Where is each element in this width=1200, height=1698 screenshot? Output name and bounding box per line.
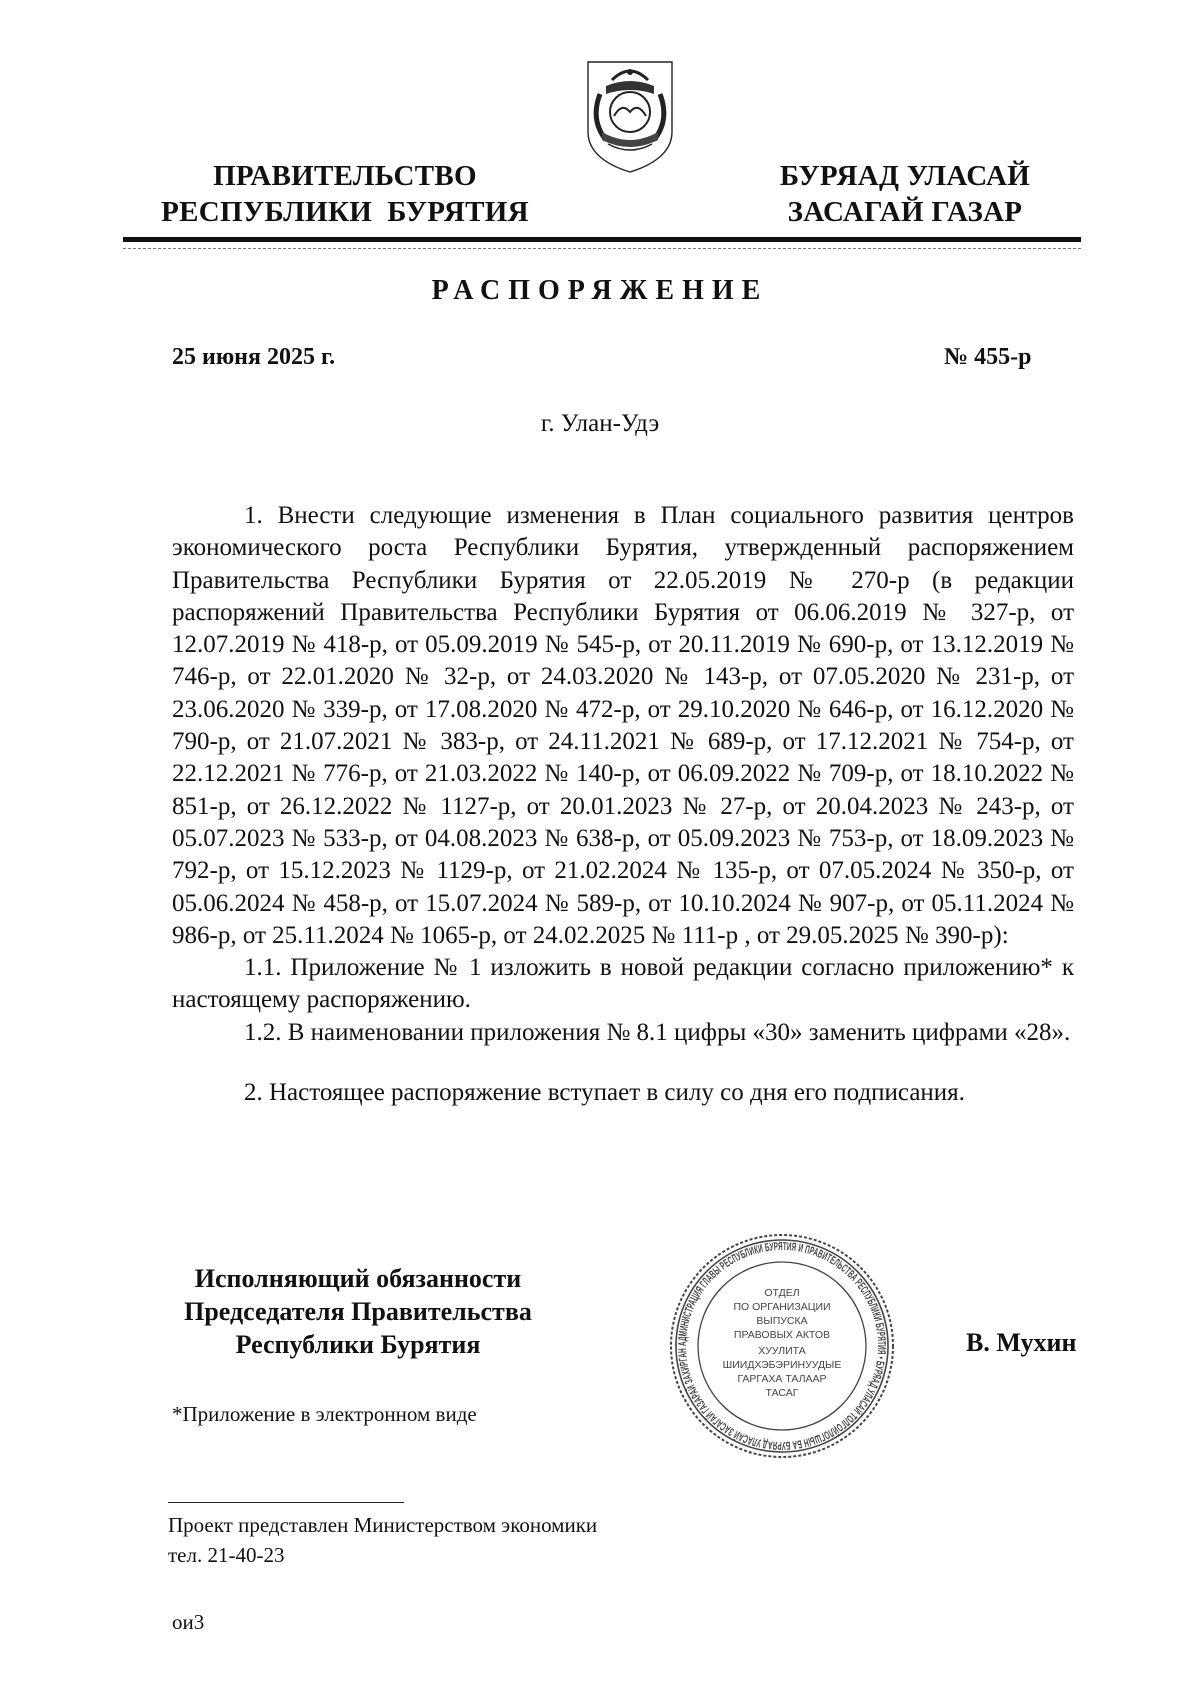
signer-line1: Исполняющий обязанности	[194, 1264, 522, 1293]
seal-line1: ОТДЕЛ	[764, 1287, 800, 1299]
paragraph-2: 2. Настоящее распоряжение вступает в силу со дня его подписания.	[244, 1079, 965, 1107]
seal-line3: ВЫПУСКА	[756, 1315, 808, 1327]
paragraph-1-1: 1.1. Приложение № 1 изложить в новой редакции согласно приложению* к настоящему распоряжению.	[172, 954, 1074, 1014]
header-divider-thin	[123, 248, 1081, 249]
header-left-line2: РЕСПУБЛИКИ БУРЯТИЯ	[161, 196, 529, 228]
seal-line8: ТАСАГ	[765, 1387, 799, 1399]
document-city: г. Улан-Удэ	[540, 410, 660, 437]
paragraph-1: 1. Внести следующие изменения в План социального развития центров экономического роста Республики Бурятия, утвержденный распоряжением Правительства Республики Бурятия от 22.05.2019 № 270-р (в редакции распоряжений Правительства Республики Бурятия от 06.06.2019 № 327-р, от 12.07.2019 № 418-р, от 05.09.2019 № 545-р, от 20.11.2019 № 690-р, от 13.12.2019 № 746-р, от 22.01.2020 № 32-р, от 24.03.2020 № 143-р, от 07.05.2020 № 231-р, от 23.06.2020 № 339-р, от 17.08.2020 № 472-р, от 29.10.2020 № 646-р, от 16.12.2020 № 790-р, от 21.07.2021 № 383-р, от 24.11.2021 № 689-р, от 17.12.2021 № 754-р, от 22.12.2021 № 776-р, от 21.03.2022 № 140-р, от 06.09.2022 № 709-р, от 18.10.2022 № 851-р, от 26.12.2022 № 1127-р, от 20.01.2023 № 27-р, от 20.04.2023 № 243-р, от 05.07.2023 № 533-р, от 04.08.2023 № 638-р, от 05.09.2023 № 753-р, от 18.09.2023 № 792-р, от 15.12.2023 № 1129-р, от 21.02.2024 № 135-р, от 07.05.2024 № 350-р, от 05.06.2024 № 458-р, от 15.07.2024 № 589-р, от 10.10.2024 № 907-р, от 05.11.2024 № 986-р, от 25.11.2024 № 1065-р, от 24.02.2025 № 111-р , от 29.05.2025 № 390-р):	[172, 502, 1074, 949]
seal-line7: ГАРГАХА ТАЛААР	[737, 1373, 827, 1385]
seal-line5: ХУУЛИТА	[758, 1345, 806, 1357]
signer-line3: Республики Бурятия	[235, 1330, 481, 1359]
signer-line2: Председателя Правительства	[184, 1297, 532, 1326]
header-left	[150, 158, 540, 230]
coat-of-arms-icon	[584, 58, 676, 176]
document-code: ои3	[172, 1610, 205, 1634]
header-left-line1: ПРАВИТЕЛЬСТВО	[213, 160, 477, 192]
footer	[168, 1510, 597, 1570]
header-right-line1: БУРЯАД УЛАСАЙ	[779, 160, 1031, 192]
document-number: № 455-р	[944, 344, 1032, 370]
footer-divider	[168, 1502, 404, 1503]
document-title: РАСПОРЯЖЕНИЕ	[431, 275, 769, 306]
seal-line6: ШИИДХЭБЭРИНУУДЫЕ	[722, 1359, 842, 1371]
signer-title	[150, 1262, 566, 1361]
header-right-line2: ЗАСАГАЙ ГАЗАР	[787, 196, 1023, 228]
annex-note: *Приложение в электронном виде	[172, 1402, 477, 1426]
footer-project: Проект представлен Министерством экономики	[168, 1513, 598, 1537]
document-body	[172, 500, 1074, 1109]
header-right	[740, 158, 1070, 230]
seal-line2: ПО ОРГАНИЗАЦИИ	[733, 1301, 831, 1313]
footer-phone: тел. 21-40-23	[168, 1543, 285, 1567]
seal-ring-text: АДМИНИСТРАЦИЯ ГЛАВЫ РЕСПУБЛИКИ БУРЯТИЯ И ПРАВИТЕЛЬСТВА РЕСПУБЛИКИ БУРЯТИЯ • БУРЯАД УЛАСАЙ ТОЛГОЙЛОГШЫН БА БУРЯАД УЛАСАЙ ЗАСАГАЙ ГАЗАРАЙ ЗАХИРГАН	[676, 1240, 888, 1452]
official-seal	[668, 1232, 896, 1460]
document-date: 25 июня 2025 г.	[172, 344, 336, 370]
signer-name: В. Мухин	[966, 1328, 1077, 1357]
header-divider	[123, 237, 1081, 242]
seal-line4: ПРАВОВЫХ АКТОВ	[733, 1329, 831, 1341]
paragraph-1-2: 1.2. В наименовании приложения № 8.1 цифры «30» заменить цифрами «28».	[244, 1018, 1071, 1046]
